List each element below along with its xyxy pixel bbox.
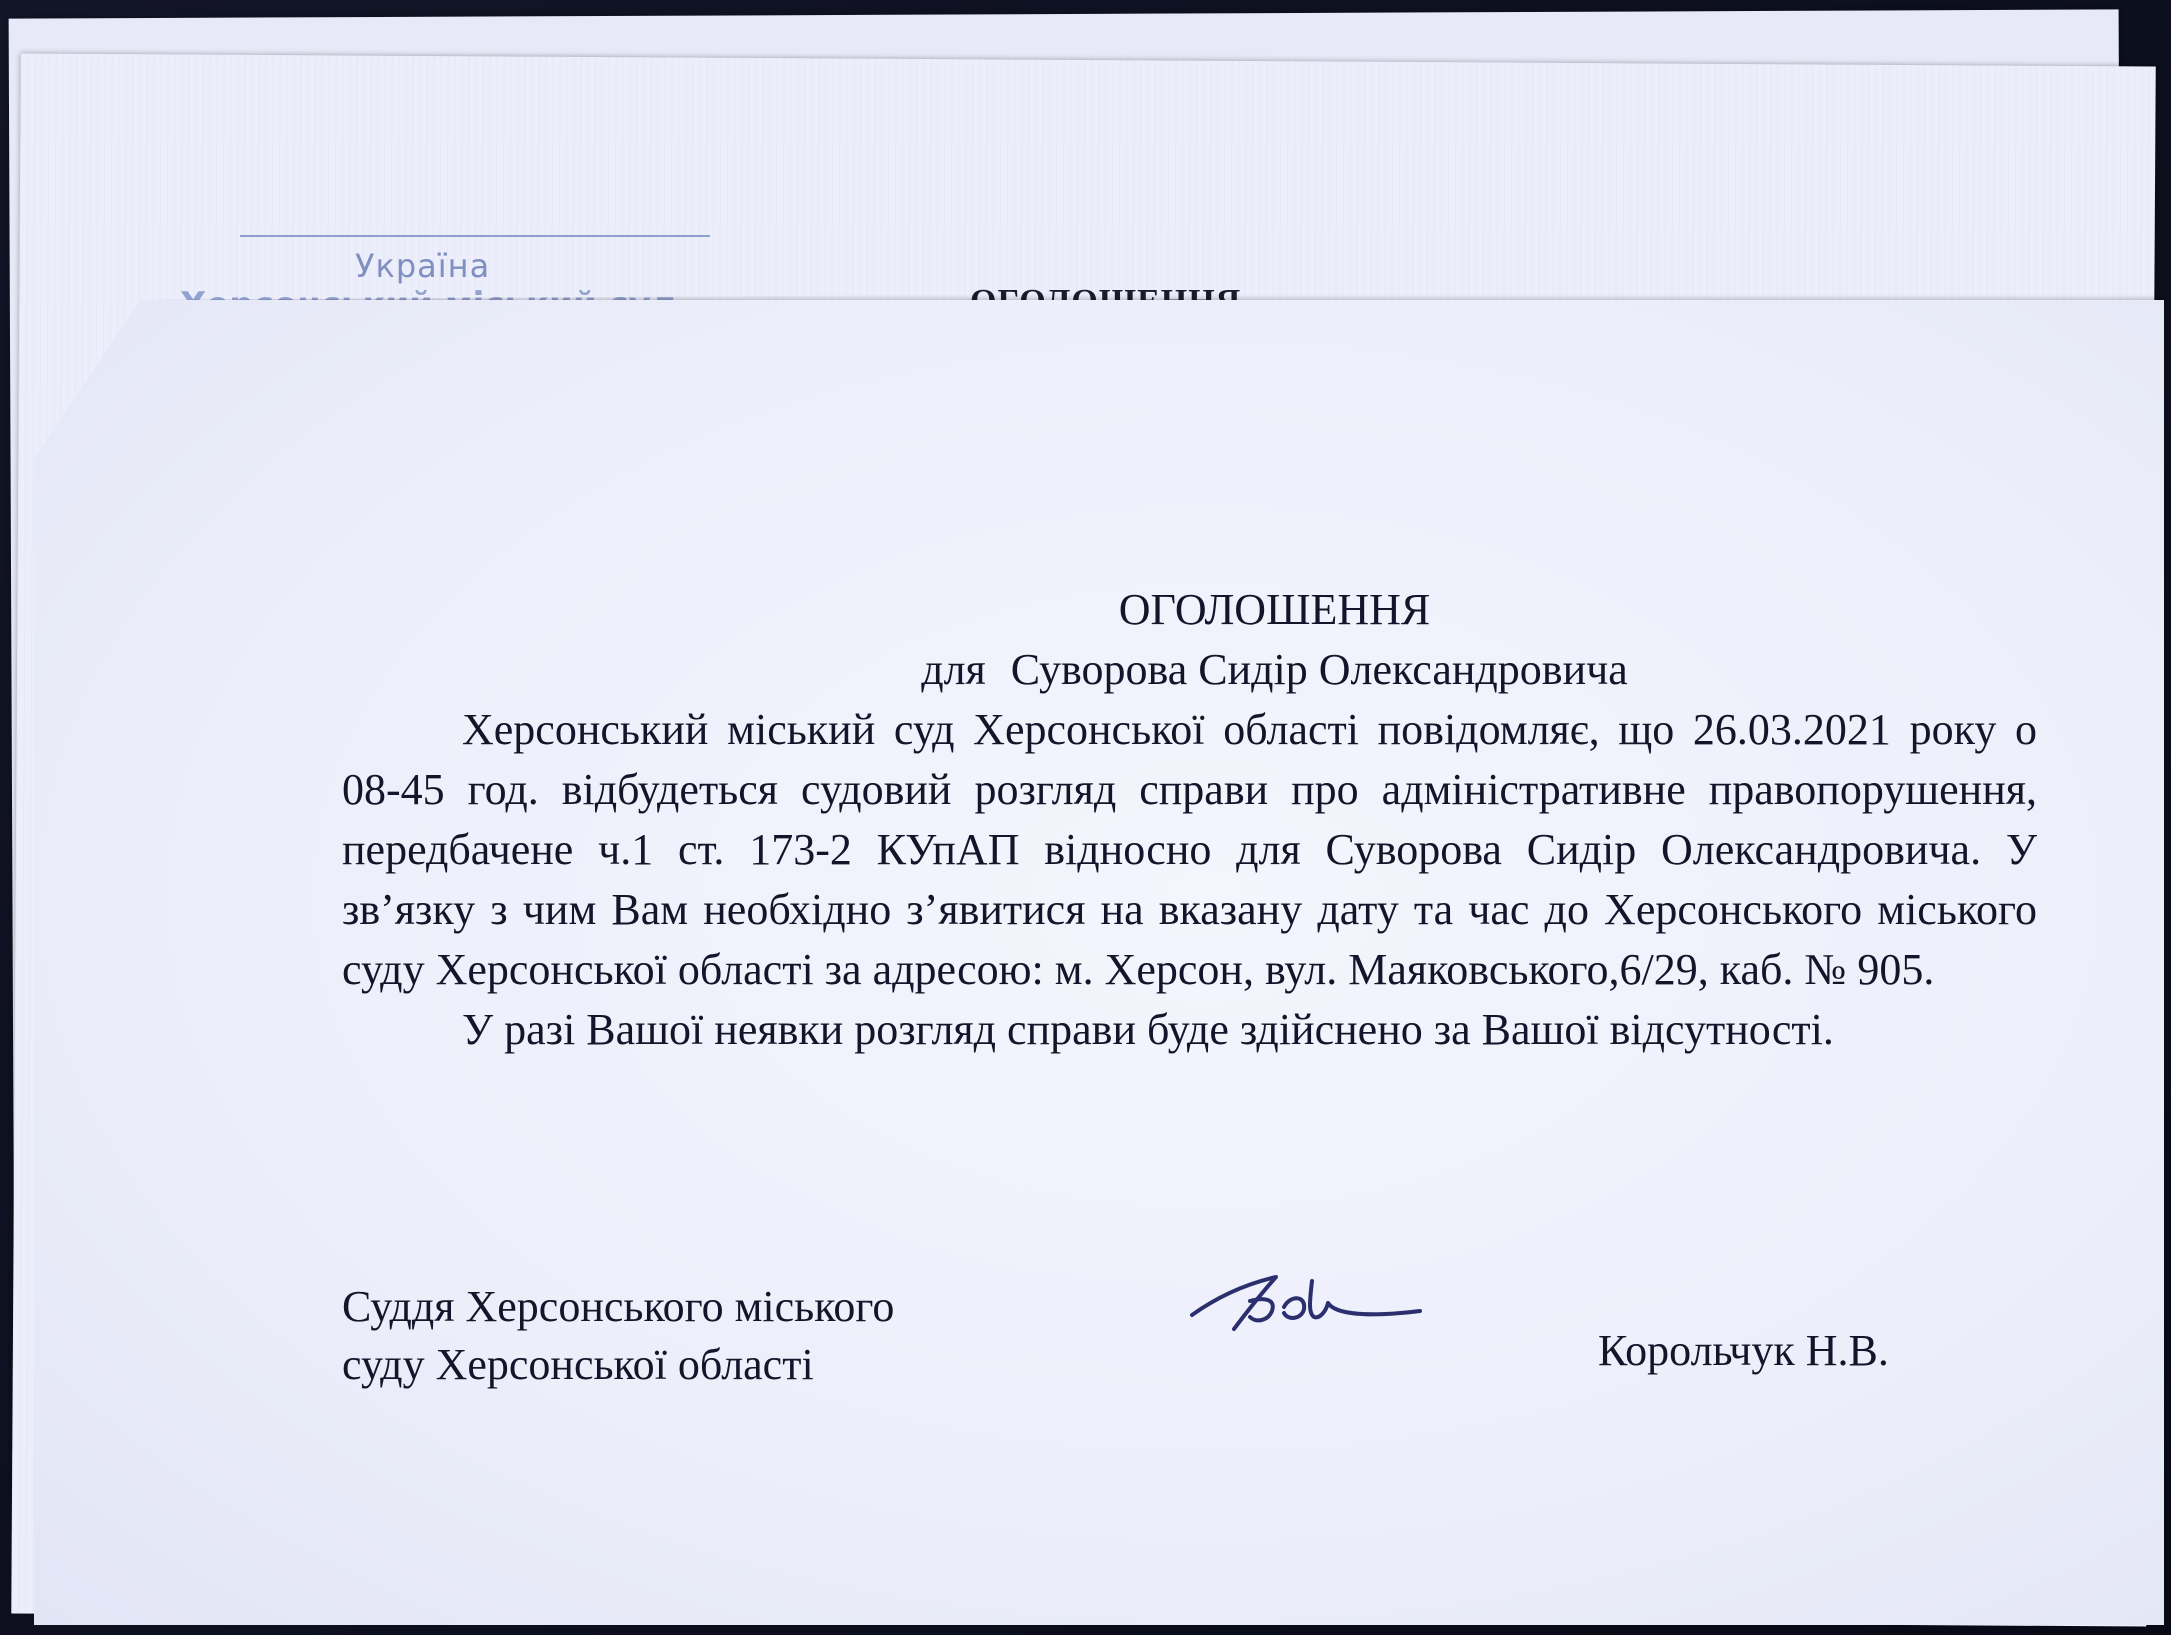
back-country-label: Україна (355, 247, 491, 285)
judge-name: Корольчук Н.В. (1598, 1326, 1889, 1375)
notice-title: ОГОЛОШЕННЯ (1118, 585, 1431, 634)
notice-body (342, 580, 2037, 1060)
recipient-name: Суворова Сидір Олександровича (1010, 645, 1628, 694)
notice-paragraph-absence: У разі Вашої неявки розгляд справи буде здійснено за Вашої відсутності. (462, 1005, 1834, 1054)
handwritten-signature-icon (1180, 1255, 1440, 1345)
signature-position (342, 1278, 894, 1394)
back-sheet-header (180, 175, 1380, 315)
signature-position-line-1: Суддя Херсонського міського (342, 1282, 895, 1331)
back-header-rule (240, 235, 710, 237)
recipient-prefix: для (921, 645, 986, 694)
notice-recipient (342, 640, 2037, 700)
notice-paragraph-main: Херсонський міський суд Херсонської області повідомляє, що 26.03.2021 року о 08-45 год. відбудеться судовий розгляд справи про адміністративне правопорушення, передбачене ч.1 ст. 173-2 КУпАП відносно для Суворова Сидір Олександровича. У зв’язку з чим Вам необхідно з’явитися на вказану дату та час до Херсонського міського суду Херсонської області за адресою: м. Херсон, вул. Маяковського,6/29, каб. № 905. (342, 705, 2037, 994)
signature-position-line-2: суду Херсонської області (342, 1340, 814, 1389)
